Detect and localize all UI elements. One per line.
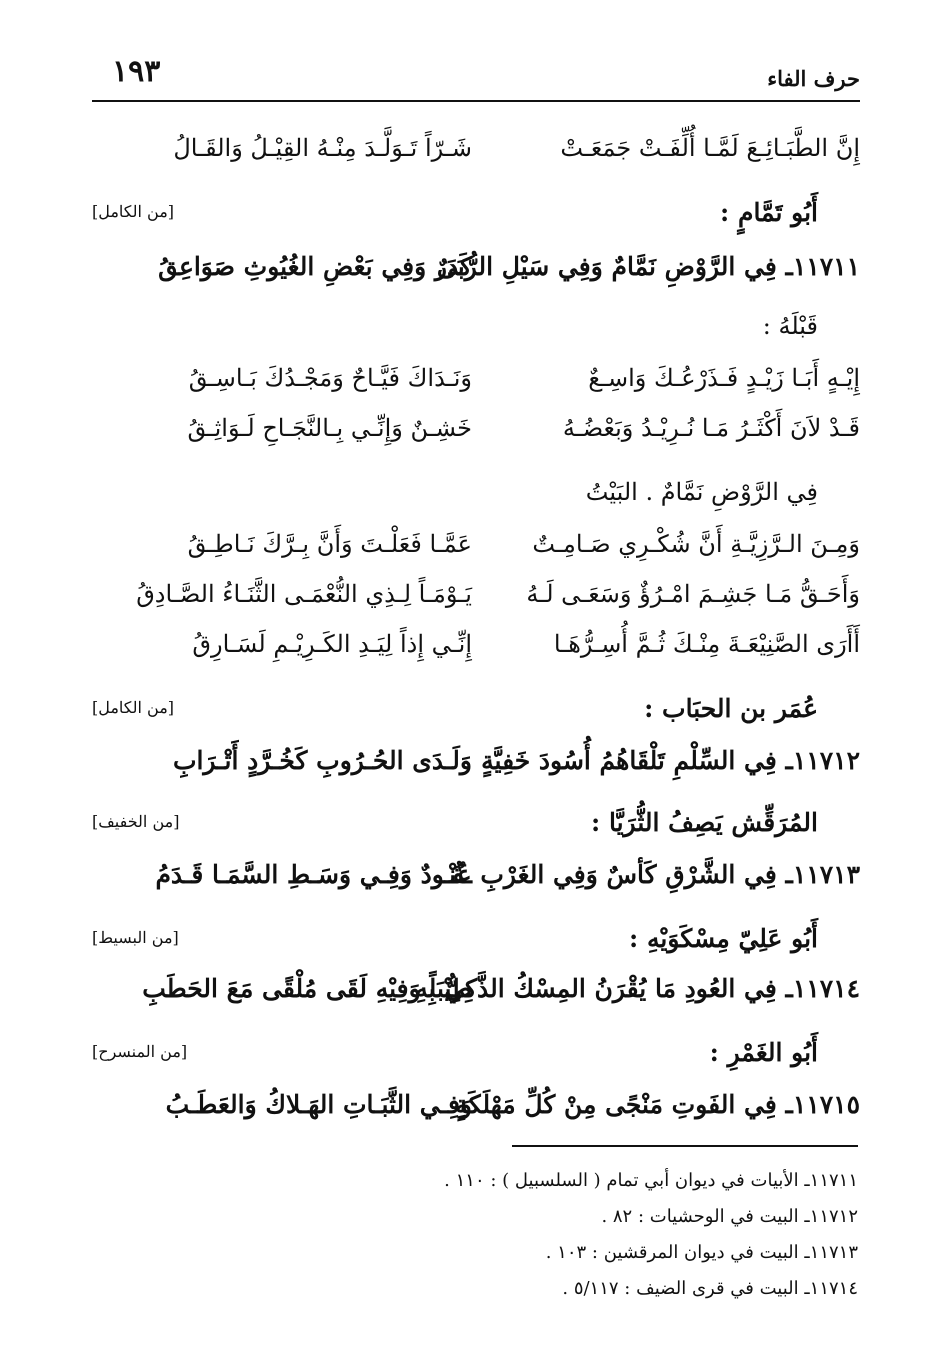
first-hemistich: إِنَّ الطَّبَـائِـعَ لَمَّـا أُلِّفَـتْ جَمَعَـتْ [560,134,860,162]
poet-name: أَبُو عَلِيّ مِسْكَوَيْهِ : [629,924,818,953]
first-hemistich: ١١٧١٥ـ فِي الفَوتِ مَنْجًى مِنْ كُلِّ مَهْلَكَةٍ [455,1090,860,1119]
verse-line [92,522,860,572]
poet-name: أَبُو تَمَّامٍ : [720,198,818,227]
footnote-rule [512,1145,858,1147]
poet-name: المُرَقِّش يَصِفُ الثُّرَيَّا : [591,808,818,837]
second-hemistich: ـقُـودٌ وَفِـي وَسَـطِ السَّمَـا قَـدَمُ [155,860,472,889]
poet-name: أَبُو الغَمْرِ : [709,1038,818,1067]
second-hemistich: عَمَّـا فَعَلْـتَ وَأَنَّ بِـرَّكَ نَـاطِـقُ [187,530,472,558]
note-line [92,302,860,352]
verse-line [92,622,860,672]
first-hemistich: قَـدْ لاَنَ أَكْثَـرُ مَـا نُـرِيْـدُ وَبَعْضُـهُ [562,414,860,442]
page-number: ١٩٣ [112,54,161,89]
footnote: ١١٧١١ـ الأبيات في ديوان أبي تمام ( السلسبيل ) : ١١٠ . [444,1170,858,1191]
poet-heading [92,188,860,238]
second-hemistich: إِنِّـي إِذاً لِيَـدِ الكَـرِيْـمِ لَسَـارِقُ [192,630,472,658]
second-hemistich: شَـرّاً تَـوَلَّـدَ مِنْـهُ القِيْـلُ وَالقَـالُ [173,134,472,162]
verse-line [92,852,860,902]
note-line [92,468,860,518]
second-hemistich: وَنَـدَاكَ فَيَّـاحٌ وَمَجْـدُكَ بَـاسِـقُ [188,364,472,392]
second-hemistich: طِيْبَاً وَفِيْهِ لَقَى مُلْقًى مَعَ الحَطَبِ [142,974,472,1003]
meter-label: [من الكامل] [92,698,175,717]
meter-label: [من الخفيف] [92,812,180,831]
first-hemistich: وَأَحَـقُّ مَـا جَشِـمَ امْـرُؤٌ وَسَعَـى لَـهُ [526,580,860,608]
second-hemistich: خَشِـنٌ وَإِنِّـي بِـالنَّجَـاحِ لَـوَاثِـقُ [187,414,472,442]
poet-name: عُمَر بن الحبَاب : [644,694,818,723]
verse-line [92,738,860,788]
first-hemistich: ١١٧١٢ـ فِي السِّلْمِ تَلْقَاهُمُ أُسُودَ خَفِيَّةٍ [481,746,860,775]
poet-heading [92,684,860,734]
second-hemistich: كَدَرٌ وَفِي بَعْضِ الغُيُوثِ صَوَاعِقُ [158,252,472,281]
poet-heading [92,1028,860,1078]
verse-line [92,572,860,622]
verse-line [92,244,860,294]
meter-label: [من المنسرح] [92,1042,188,1061]
footnote: ١١٧١٣ـ البيت في ديوان المرقشين : ١٠٣ . [545,1242,858,1263]
footnote: ١١٧١٤ـ البيت في قرى الضيف : ٥/١١٧ . [562,1278,858,1299]
verse-line [92,966,860,1016]
running-title: حرف الفاء [767,66,860,91]
first-hemistich: ١١٧١٤ـ فِي العُودِ مَا يُقْرَنُ المِسْكُ الذَّكِيُّ بِهِ [415,974,860,1003]
second-hemistich: يَـوْمَـاً لِـذِي النُّعْمَـى الثَّنَـاءُ الصَّـادِقُ [136,580,472,608]
verse-line [92,406,860,456]
verse-line [92,126,860,176]
footnote: ١١٧١٢ـ البيت في الوحشيات : ٨٢ . [601,1206,858,1227]
meter-label: [من الكامل] [92,202,175,221]
meter-label: [من البسيط] [92,928,179,947]
first-hemistich: إِيْـهٍ أَبَـا زَيْـدٍ فَـذَرْعُـكَ وَاسِـعٌ [588,364,860,392]
first-hemistich: ١١٧١١ـ فِي الرَّوْضِ نَمَّامٌ وَفِي سَيْلِ الرُّبَى [436,252,860,281]
verse-line [92,1082,860,1132]
note-text: قَبْلَهُ : [762,312,818,340]
second-hemistich: وَلَـدَى الحُـرُوبِ كَخُـرَّدٍ أَتْـرَابِ [172,746,472,775]
first-hemistich: وَمِـنَ الـرَّزِيَّـةِ أَنَّ شُكْـرِي صَـامِـتٌ [532,530,860,558]
note-text: فِي الرَّوْضِ نَمَّامٌ . البَيْتُ [585,478,818,506]
page-header [92,52,860,98]
first-hemistich: ١١٧١٣ـ فِي الشَّرْقِ كَأسٌ وَفِي الغَرْبِ عُنْـ [441,860,860,889]
first-hemistich: أَأَرَى الصَّنِيْعَـةَ مِنْـكَ ثُـمَّ أُسِـرُّهَـا [553,630,860,658]
second-hemistich: وَفِـي الثَّبَـاتِ الهَـلاكُ وَالعَطَـبُ [165,1090,472,1119]
header-rule [92,100,860,102]
poet-heading [92,914,860,964]
poet-heading [92,798,860,848]
verse-line [92,356,860,406]
